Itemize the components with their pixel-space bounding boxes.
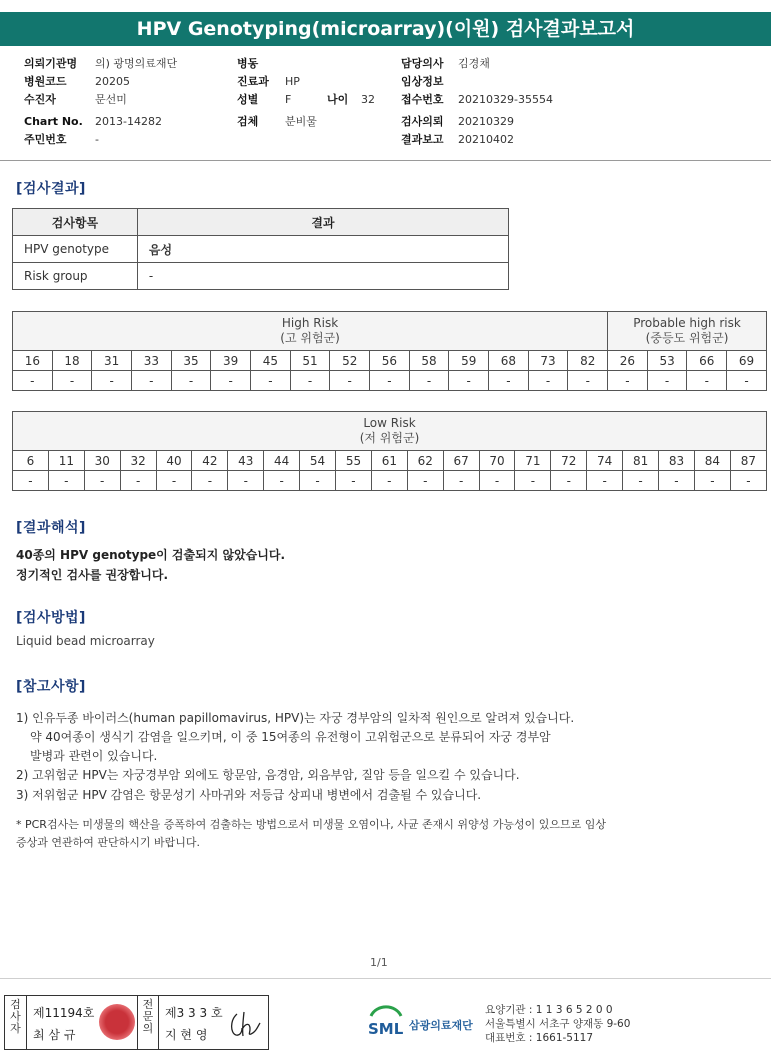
genotype-result-cell: - (370, 371, 410, 391)
genotype-result-cell: - (156, 471, 192, 491)
info-value: 분비물 (285, 115, 317, 128)
info-field (237, 55, 285, 73)
genotype-result-cell: - (407, 471, 443, 491)
info-value: 20205 (95, 75, 130, 88)
info-value: 김경채 (458, 57, 490, 70)
doctor-label: 전 문 의 (137, 996, 159, 1049)
genotype-cell: 11 (48, 451, 84, 471)
genotype-result-cell: - (228, 471, 264, 491)
high-risk-header-subtitle: (고 위험군) (280, 331, 340, 345)
genotype-cell: 55 (336, 451, 372, 471)
info-label: 성별 (237, 93, 259, 106)
genotype-cell: 84 (694, 451, 730, 471)
genotype-result-cell: - (568, 371, 608, 391)
doctor-license-number: 제3 3 3 호 (165, 1006, 223, 1020)
signature-icon (227, 1006, 263, 1042)
genotype-cell: 59 (449, 351, 489, 371)
genotype-result-cell: - (730, 471, 766, 491)
pcr-note-line-2: 증상과 연관하여 판단하시기 바랍니다. (16, 836, 201, 849)
genotype-cell: 83 (659, 451, 695, 471)
info-label: 검체 (237, 115, 259, 128)
method-text: Liquid bead microarray (16, 634, 155, 648)
genotype-result-cell: - (211, 371, 251, 391)
genotype-result-cell: - (330, 371, 370, 391)
info-label: 의뢰기관명 (24, 57, 78, 70)
genotype-result-cell: - (264, 471, 300, 491)
info-value: 의) 광명의료재단 (95, 57, 178, 70)
genotype-result-cell: - (443, 471, 479, 491)
genotype-cell: 69 (727, 351, 767, 371)
genotype-cell: 51 (290, 351, 330, 371)
genotype-result-cell: - (132, 371, 172, 391)
genotype-cell: 32 (120, 451, 156, 471)
genotype-result-cell: - (300, 471, 336, 491)
genotype-result-cell: - (479, 471, 515, 491)
reference-line: 1) 인유두종 바이러스(human papillomavirus, HPV)는 자궁 경부암의 일차적 원인으로 알려져 있습니다. (16, 711, 575, 725)
genotype-cell: 40 (156, 451, 192, 471)
high-risk-header-title: High Risk (281, 316, 339, 330)
info-value: F (285, 93, 292, 106)
genotype-result-cell: - (13, 471, 49, 491)
probable-high-risk-header (608, 312, 767, 351)
tester-license-number: 제11194호 (33, 1006, 95, 1020)
info-field (237, 91, 291, 109)
genotype-cell: 71 (515, 451, 551, 471)
genotype-cell: 35 (171, 351, 211, 371)
genotype-cell: 43 (228, 451, 264, 471)
genotype-result-cell: - (528, 371, 568, 391)
official-seal-icon (99, 1004, 135, 1040)
tester-label: 검 사 자 (5, 996, 27, 1049)
interpretation-line-2: 정기적인 검사를 권장합니다. (16, 568, 169, 582)
high-risk-genotype-table (12, 311, 767, 391)
info-label: 수진자 (24, 93, 56, 106)
genotype-result-cell: - (608, 371, 648, 391)
genotype-result-cell: - (290, 371, 330, 391)
reference-line: 2) 고위험군 HPV는 자궁경부암 외에도 항문암, 음경암, 외음부암, 질암 등을 일으킬 수 있습니다. (16, 768, 520, 782)
genotype-cell: 30 (84, 451, 120, 471)
info-field (401, 113, 514, 131)
info-field (401, 131, 514, 149)
info-value: 20210329-35554 (458, 93, 553, 106)
genotype-result-cell: - (92, 371, 132, 391)
info-field (24, 113, 162, 131)
table-row (13, 236, 509, 263)
genotype-result-cell: - (171, 371, 211, 391)
reference-line: 약 40여종이 생식기 감염을 일으키며, 이 중 15여종의 유전형이 고위험군으로 분류되어 자궁 경부암 (30, 730, 551, 744)
genotype-cell: 45 (251, 351, 291, 371)
genotype-cell: 16 (13, 351, 53, 371)
probable-high-risk-header-subtitle: (중등도 위험군) (645, 331, 729, 345)
interpretation-line-1: 40종의 HPV genotype이 검출되지 않았습니다. (16, 548, 286, 562)
genotype-result-cell: - (449, 371, 489, 391)
genotype-result-cell: - (192, 471, 228, 491)
result-value: - (137, 263, 508, 290)
genotype-result-cell: - (623, 471, 659, 491)
result-row (13, 371, 767, 391)
pcr-note-line-1: * PCR검사는 미생물의 핵산을 증폭하여 검출하는 방법으로서 미생물 오염이나, 사균 존재시 위양성 가능성이 있으므로 임상 (16, 818, 606, 831)
result-item: HPV genotype (13, 236, 138, 263)
reference-line: 발병과 관련이 있습니다. (30, 749, 158, 763)
result-value: 음성 (137, 236, 508, 263)
info-value: 2013-14282 (95, 115, 162, 128)
genotype-cell: 68 (489, 351, 529, 371)
low-risk-header-title: Low Risk (363, 416, 416, 430)
section-heading-method: [검사방법] (16, 610, 86, 626)
page-number: 1/1 (370, 956, 388, 969)
genotype-result-cell: - (587, 471, 623, 491)
genotype-result-cell: - (694, 471, 730, 491)
genotype-result-cell: - (647, 371, 687, 391)
genotype-cell: 61 (371, 451, 407, 471)
result-row (13, 471, 767, 491)
genotype-cell: 66 (687, 351, 727, 371)
signature-box (4, 995, 269, 1050)
genotype-result-cell: - (551, 471, 587, 491)
info-field (401, 91, 553, 109)
genotype-cell: 18 (52, 351, 92, 371)
genotype-result-cell: - (409, 371, 449, 391)
genotype-cell: 53 (647, 351, 687, 371)
svg-text:SML: SML (368, 1020, 404, 1038)
info-label: Chart No. (24, 115, 83, 128)
genotype-result-cell: - (52, 371, 92, 391)
high-risk-header (13, 312, 608, 351)
report-title: HPV Genotyping(microarray)(이원) 검사결과보고서 (0, 12, 771, 46)
info-label: 담당의사 (401, 57, 444, 70)
institution-phone: 대표번호 : 1661-5117 (485, 1032, 594, 1044)
genotype-cell: 74 (587, 451, 623, 471)
genotype-result-cell: - (687, 371, 727, 391)
info-field (237, 113, 317, 131)
info-label: 임상정보 (401, 75, 444, 88)
result-table (12, 208, 509, 290)
header-divider (0, 160, 771, 161)
genotype-cell: 73 (528, 351, 568, 371)
info-field (237, 73, 300, 91)
genotype-result-cell: - (48, 471, 84, 491)
genotype-cell: 42 (192, 451, 228, 471)
genotype-row (13, 451, 767, 471)
genotype-cell: 56 (370, 351, 410, 371)
result-table-header-result: 결과 (137, 209, 508, 236)
info-label: 나이 (327, 93, 349, 106)
genotype-result-cell: - (120, 471, 156, 491)
section-heading-interpretation: [결과해석] (16, 520, 86, 536)
genotype-result-cell: - (251, 371, 291, 391)
institution-code: 요양기관 : 1 1 3 6 5 2 0 0 (485, 1004, 613, 1016)
genotype-cell: 33 (132, 351, 172, 371)
genotype-cell: 67 (443, 451, 479, 471)
info-label: 주민번호 (24, 133, 67, 146)
table-row (13, 263, 509, 290)
info-label: 검사의뢰 (401, 115, 444, 128)
info-field (24, 73, 130, 91)
info-value: 32 (361, 93, 375, 106)
genotype-result-cell: - (13, 371, 53, 391)
info-value: 20210329 (458, 115, 514, 128)
genotype-cell: 52 (330, 351, 370, 371)
genotype-cell: 26 (608, 351, 648, 371)
doctor-name: 지 현 영 (165, 1028, 208, 1042)
institution-address: 서울특별시 서초구 양재동 9-60 (485, 1018, 631, 1030)
genotype-cell: 44 (264, 451, 300, 471)
section-heading-result: [검사결과] (16, 181, 86, 197)
tester-name: 최 삼 규 (33, 1028, 76, 1042)
result-item: Risk group (13, 263, 138, 290)
info-field (24, 55, 177, 73)
info-field (24, 131, 99, 149)
genotype-cell: 81 (623, 451, 659, 471)
institution-logo-text: 삼광의료재단 (409, 1019, 473, 1032)
genotype-cell: 72 (551, 451, 587, 471)
institution-contact (485, 1003, 630, 1045)
info-value: HP (285, 75, 300, 88)
genotype-result-cell: - (515, 471, 551, 491)
info-label: 진료과 (237, 75, 269, 88)
genotype-cell: 39 (211, 351, 251, 371)
low-risk-genotype-table (12, 411, 767, 491)
section-heading-reference: [참고사항] (16, 679, 86, 695)
genotype-cell: 62 (407, 451, 443, 471)
genotype-row (13, 351, 767, 371)
reference-line: 3) 저위험군 HPV 감염은 항문성기 사마귀와 저등급 상피내 병변에서 검출될 수 있습니다. (16, 788, 482, 802)
genotype-result-cell: - (489, 371, 529, 391)
genotype-result-cell: - (371, 471, 407, 491)
footer-divider (0, 978, 771, 979)
info-label: 접수번호 (401, 93, 444, 106)
info-value: - (95, 133, 99, 146)
info-field (401, 55, 490, 73)
genotype-result-cell: - (659, 471, 695, 491)
info-field (401, 73, 458, 91)
sml-logo-icon (366, 1004, 406, 1042)
genotype-cell: 87 (730, 451, 766, 471)
info-label: 결과보고 (401, 133, 444, 146)
low-risk-header (13, 412, 767, 451)
genotype-cell: 58 (409, 351, 449, 371)
info-field-age (327, 91, 375, 109)
result-table-header-item: 검사항목 (13, 209, 138, 236)
info-value: 문선미 (95, 93, 127, 106)
genotype-result-cell: - (84, 471, 120, 491)
genotype-cell: 82 (568, 351, 608, 371)
probable-high-risk-header-title: Probable high risk (633, 316, 741, 330)
genotype-cell: 70 (479, 451, 515, 471)
genotype-result-cell: - (336, 471, 372, 491)
info-label: 병동 (237, 57, 259, 70)
info-field (24, 91, 127, 109)
genotype-cell: 31 (92, 351, 132, 371)
info-label: 병원코드 (24, 75, 67, 88)
info-value: 20210402 (458, 133, 514, 146)
genotype-cell: 6 (13, 451, 49, 471)
low-risk-header-subtitle: (저 위험군) (359, 431, 420, 445)
genotype-result-cell: - (727, 371, 767, 391)
genotype-cell: 54 (300, 451, 336, 471)
